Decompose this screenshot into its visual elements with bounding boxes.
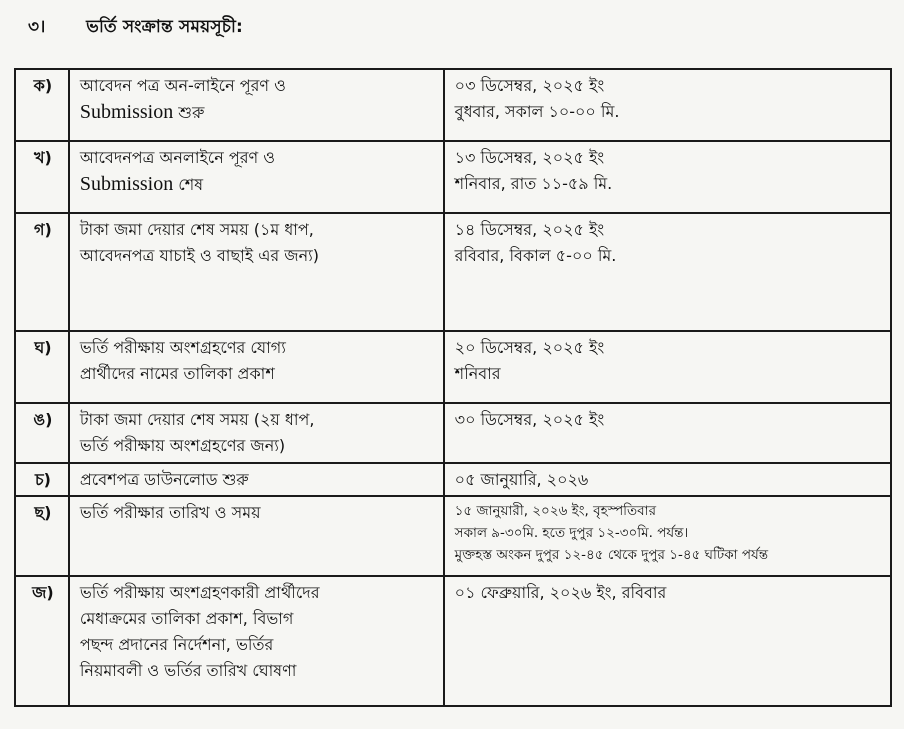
- event-line: আবেদনপত্র অনলাইনে পূরণ ও: [79, 148, 276, 167]
- event-line: প্রবেশপত্র ডাউনলোড শুরু: [79, 470, 249, 489]
- date-cell: [444, 403, 891, 463]
- serial-cell: চ): [15, 463, 69, 496]
- event-line: প্রার্থীদের নামের তালিকা প্রকাশ: [79, 364, 275, 383]
- serial-cell: ঘ): [15, 331, 69, 403]
- table-row: [15, 496, 891, 576]
- date-line: ২০ ডিসেম্বর, ২০২৫ ইং: [454, 338, 605, 357]
- table-row: [15, 403, 891, 463]
- event-cell: [69, 331, 444, 403]
- event-line: আবেদন পত্র অন-লাইনে পূরণ ও: [79, 76, 286, 95]
- event-cell: [69, 463, 444, 496]
- table-row: [15, 69, 891, 141]
- event-line: টাকা জমা দেয়ার শেষ সময় (১ম ধাপ,: [79, 220, 314, 239]
- date-line: রবিবার, বিকাল ৫-০০ মি.: [454, 246, 617, 265]
- date-line: ০৩ ডিসেম্বর, ২০২৫ ইং: [454, 76, 605, 95]
- serial-cell: গ): [15, 213, 69, 331]
- event-line: ভর্তি পরীক্ষার তারিখ ও সময়: [79, 503, 261, 522]
- serial-cell: ছ): [15, 496, 69, 576]
- event-line: নিয়মাবলী ও ভর্তির তারিখ ঘোষণা: [79, 661, 297, 680]
- date-cell: [444, 213, 891, 331]
- date-line: শনিবার: [454, 364, 501, 383]
- event-line: ভর্তি পরীক্ষায় অংশগ্রহণের জন্য): [79, 436, 286, 455]
- event-line: আবেদনপত্র যাচাই ও বাছাই এর জন্য): [79, 246, 319, 265]
- date-line: ১৩ ডিসেম্বর, ২০২৫ ইং: [454, 148, 605, 167]
- event-line: মেধাক্রমের তালিকা প্রকাশ, বিভাগ: [79, 609, 294, 628]
- date-line: ১৫ জানুয়ারী, ২০২৬ ইং, বৃহস্পতিবার: [454, 503, 657, 519]
- table-row: [15, 576, 891, 706]
- section-number: ৩।: [28, 17, 46, 37]
- event-line: Submission শেষ: [79, 173, 204, 195]
- date-cell: [444, 69, 891, 141]
- date-line: ০১ ফেব্রুয়ারি, ২০২৬ ইং, রবিবার: [454, 583, 667, 602]
- event-cell: [69, 213, 444, 331]
- event-line: পছন্দ প্রদানের নির্দেশনা, ভর্তির: [79, 635, 274, 654]
- event-cell: [69, 141, 444, 213]
- table-row: [15, 141, 891, 213]
- submission-word: Submission: [79, 173, 174, 195]
- date-cell: [444, 331, 891, 403]
- submission-word: Submission: [79, 101, 174, 123]
- date-line: ০৫ জানুয়ারি, ২০২৬: [454, 470, 589, 489]
- date-line: বুধবার, সকাল ১০-০০ মি.: [454, 102, 620, 121]
- section-heading: [28, 14, 243, 42]
- date-line: ১৪ ডিসেম্বর, ২০২৫ ইং: [454, 220, 605, 239]
- table-row: [15, 213, 891, 331]
- event-cell: [69, 576, 444, 706]
- date-line: ৩০ ডিসেম্বর, ২০২৫ ইং: [454, 410, 605, 429]
- table-row: [15, 463, 891, 496]
- event-cell: [69, 403, 444, 463]
- event-line: Submission শুরু: [79, 101, 205, 123]
- date-line: শনিবার, রাত ১১-৫৯ মি.: [454, 174, 613, 193]
- serial-cell: ঙ): [15, 403, 69, 463]
- event-line: ভর্তি পরীক্ষায় অংশগ্রহণকারী প্রার্থীদের: [79, 583, 320, 602]
- event-line: টাকা জমা দেয়ার শেষ সময় (২য় ধাপ,: [79, 410, 315, 429]
- serial-cell: ক): [15, 69, 69, 141]
- event-cell: [69, 496, 444, 576]
- event-line: ভর্তি পরীক্ষায় অংশগ্রহণের যোগ্য: [79, 338, 286, 357]
- section-title: ভর্তি সংক্রান্ত সময়সূচী:: [86, 17, 244, 37]
- date-line: সকাল ৯-৩০মি. হতে দুপুর ১২-৩০মি. পর্যন্ত।: [454, 525, 689, 541]
- event-cell: [69, 69, 444, 141]
- date-cell: [444, 463, 891, 496]
- admission-schedule-table: [14, 68, 892, 707]
- table-row: [15, 331, 891, 403]
- serial-cell: জ): [15, 576, 69, 706]
- date-cell: [444, 496, 891, 576]
- serial-cell: খ): [15, 141, 69, 213]
- date-cell: [444, 141, 891, 213]
- date-line: মুক্তহস্ত অংকন দুপুর ১২-৪৫ থেকে দুপুর ১-৪৫ ঘটিকা পর্যন্ত: [454, 547, 769, 563]
- date-cell: [444, 576, 891, 706]
- schedule-body: [15, 69, 891, 706]
